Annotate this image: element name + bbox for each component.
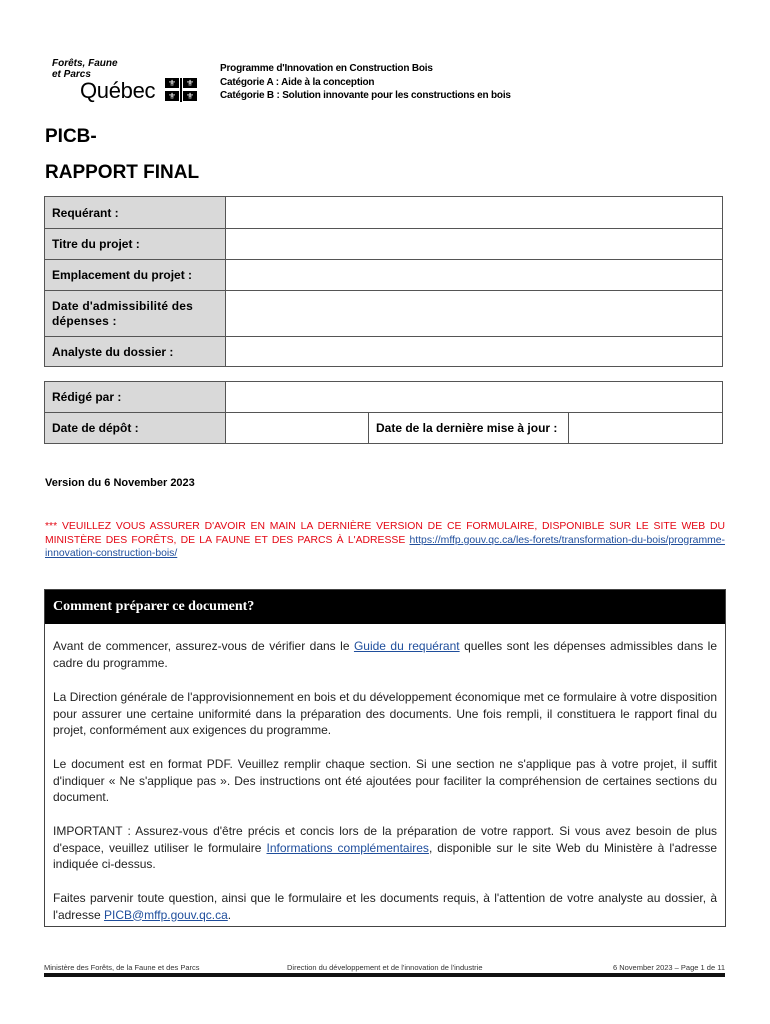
analyste-field[interactable] (226, 337, 723, 367)
page-title-line2: RAPPORT FINAL (45, 162, 200, 183)
footer-ministry: Ministère des Forêts, de la Faune et des Parcs (44, 963, 200, 972)
date-admissibilite-label: Date d'admissibilité des dépenses : (45, 291, 226, 337)
requerant-label: Requérant : (45, 197, 226, 229)
program-header: Programme d'Innovation en Construction Bois Catégorie A : Aide à la conception Catégorie B : Solution innovante pour les constructions en bois (220, 63, 511, 101)
footer-direction: Direction du développement et de l'innovation de l'industrie (287, 963, 483, 972)
emplacement-field[interactable] (226, 260, 723, 291)
project-info-table (44, 196, 723, 367)
version-text: Version du 6 November 2023 (45, 477, 195, 489)
page-title-line1: PICB- (45, 126, 97, 147)
ministry-name: Forêts, Faune et Parcs (52, 58, 118, 80)
date-admissibilite-field[interactable] (226, 291, 723, 337)
email-link[interactable]: PICB@mffp.gouv.qc.ca (103, 907, 228, 922)
requerant-field[interactable] (226, 197, 723, 229)
titre-field[interactable] (226, 229, 723, 260)
redige-field[interactable] (226, 382, 723, 413)
paragraph-contact: Faites parvenir toute question, ainsi que le formulaire et les documents requis, à l'attention de votre analyste au dossier, à l'adresse PICB@mffp.gouv.qc.ca. (53, 891, 717, 922)
paragraph-guide: Avant de commencer, assurez-vous de vérifier dans le Guide du requérant quelles sont les dépenses admissibles dans le cadre du programme. (53, 639, 718, 670)
redige-label: Rédigé par : (45, 382, 226, 413)
guide-link[interactable]: Guide du requérant (353, 639, 460, 653)
instructions-box (44, 589, 726, 927)
footer-page: 6 November 2023 – Page 1 de 11 (612, 963, 725, 972)
paragraph-direction: La Direction générale de l'approvisionnement en bois et du développement économique met ce formulaire à votre disposition pour assurer une certaine uniformité dans la préparation des documents. Une fois rempli, il constituera le rapport final du projet, conformément aux exigences du programme. (53, 690, 717, 737)
quebec-wordmark: Québec (80, 78, 156, 103)
date-depot-label: Date de dépôt : (45, 413, 226, 444)
program-link[interactable]: https://mffp.gouv.qc.ca/les-forets/transformation-du-bois/programme-innovation-construction-bois/ (45, 534, 725, 559)
paragraph-important: IMPORTANT : Assurez-vous d'être précis et concis lors de la préparation de votre rapport. Si vous avez besoin de plus d'espace, veuillez utiliser le formulaire Informations complémentaires, disponible sur le site Web du Ministère à l'adresse indiquée ci-dessus. (53, 824, 718, 871)
date-depot-field[interactable] (226, 413, 369, 444)
date-maj-label: Date de la dernière mise à jour : (369, 413, 569, 444)
report-info-table (44, 381, 723, 444)
warning-notice: *** VEUILLEZ VOUS ASSURER D'AVOIR EN MAIN LA DERNIÈRE VERSION DE CE FORMULAIRE, DISPONIBLE SUR LE SITE WEB DU MINISTÈRE DES FORÊTS, DE LA FAUNE ET DES PARCS À L'ADRESSE https://mffp.gouv.qc.ca/les-forets/transformation-du-bois/programme-innovation-construction-bois/ (45, 521, 725, 559)
informations-link[interactable]: Informations complémentaires (266, 840, 429, 855)
emplacement-label: Emplacement du projet : (45, 260, 226, 291)
quebec-flag-icon: ⚜ ⚜ ⚜ ⚜ (165, 78, 199, 102)
instructions-heading: Comment préparer ce document? (45, 590, 725, 624)
analyste-label: Analyste du dossier : (45, 337, 226, 367)
date-maj-field[interactable] (569, 413, 723, 444)
titre-label: Titre du projet : (45, 229, 226, 260)
footer-rule (44, 973, 725, 977)
paragraph-format: Le document est en format PDF. Veuillez remplir chaque section. Si une section ne s'applique pas à votre projet, il suffit d'indiquer « Ne s'applique pas ». Des instructions ont été ajoutées pour faciliter la compréhension de certaines sections du document. (53, 757, 717, 804)
